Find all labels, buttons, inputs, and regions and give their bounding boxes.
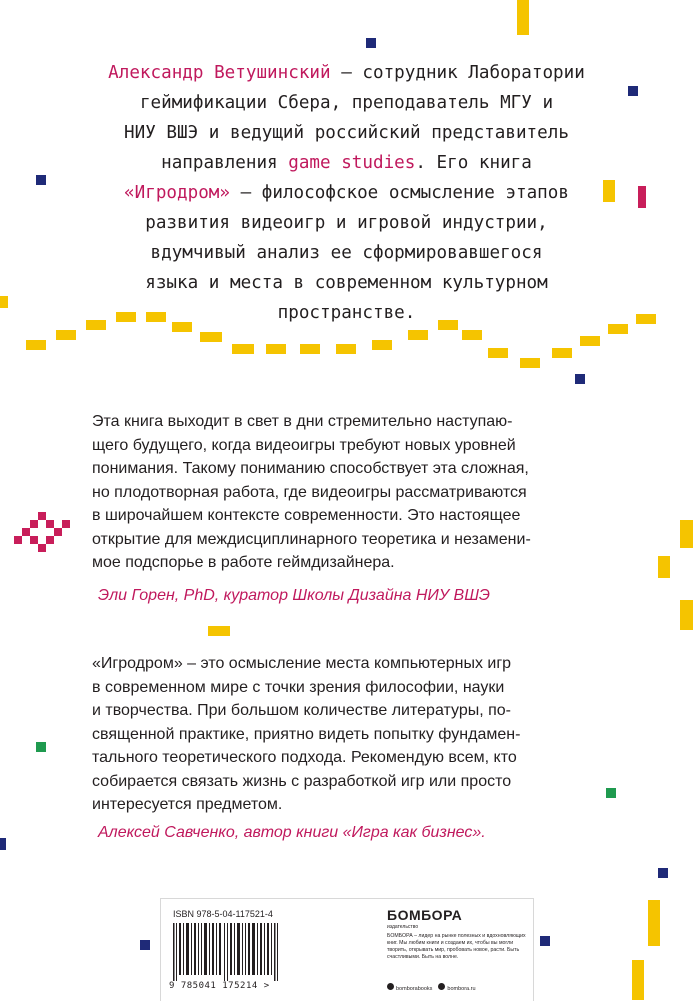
pixel-square	[658, 556, 670, 578]
pixel-square	[22, 528, 30, 536]
quote-line: мое подспорье в работе геймдизайнера.	[92, 554, 395, 571]
pixel-square	[36, 742, 46, 752]
social-link[interactable]: bomborabooks	[387, 983, 432, 992]
globe-icon	[438, 983, 445, 990]
pixel-square	[520, 358, 540, 368]
pixel-square	[648, 900, 660, 946]
website-link[interactable]: bombora.ru	[438, 983, 475, 992]
pixel-square	[632, 960, 644, 1000]
pixel-square	[26, 340, 46, 350]
social-network-icon	[387, 983, 394, 990]
quote-line: открытие для междисциплинарного теоретика и незамени-	[92, 530, 531, 548]
pixel-square	[552, 348, 572, 358]
isbn-number: ISBN 978-5-04-117521-4	[173, 909, 273, 919]
pixel-square	[408, 330, 428, 340]
intro-line: развития видеоигр и игровой индустрии,	[145, 213, 548, 233]
pixel-square	[300, 344, 320, 354]
review-quote-2	[92, 652, 612, 817]
pixel-square	[30, 536, 38, 544]
pixel-square	[46, 536, 54, 544]
intro-line: НИУ ВШЭ и ведущий российский представитель	[124, 123, 569, 143]
quote-line: но плодотворная работа, где видеоигры рассматриваются	[92, 483, 527, 501]
quote-line: интересуется предметом.	[92, 796, 283, 813]
publisher-social	[387, 983, 476, 992]
pixel-square	[372, 340, 392, 350]
intro-line: «Игродром» – философское осмысление этапов	[124, 183, 569, 203]
pixel-square	[38, 544, 46, 552]
intro-line: геймификации Сбера, преподаватель МГУ и	[139, 93, 554, 113]
barcode-panel	[160, 898, 534, 1001]
pixel-square	[462, 330, 482, 340]
intro-line: Александр Ветушинский – сотрудник Лаборатории	[108, 63, 585, 83]
pixel-square	[540, 936, 550, 946]
pixel-square	[56, 330, 76, 340]
barcode-digits: 9 785041 175214 >	[169, 981, 270, 991]
pixel-square	[38, 512, 46, 520]
pixel-square	[62, 520, 70, 528]
quote-line: собирается связать жизнь с разработкой игр или просто	[92, 772, 512, 790]
publisher-note: БОМБОРА – лидер на рынке полезных и вдохновляющих книг. Мы любим книги и создаем их, чтобы вы могли творить, открывать мир, пробовать новое, расти. Быть счастливыми. Быть на волне.	[387, 933, 526, 960]
quote-line: «Игродром» – это осмысление места компьютерных игр	[92, 655, 512, 672]
pixel-square	[266, 344, 286, 354]
pixel-square	[232, 344, 254, 354]
pixel-square	[140, 940, 150, 950]
pixel-square	[488, 348, 508, 358]
pixel-square	[680, 600, 693, 630]
intro-line: направления game studies. Его книга	[161, 153, 532, 173]
pixel-square	[46, 520, 54, 528]
barcode-icon	[173, 923, 285, 981]
intro-line: вдумчивый анализ ее сформировавшегося	[150, 243, 543, 263]
highlight-term: game studies	[288, 153, 416, 173]
quote-line: священной практике, приятно видеть попытку фундамен-	[92, 725, 521, 743]
publisher-logo-subtitle: издательство	[387, 924, 419, 930]
intro-line: пространстве.	[277, 303, 416, 323]
pixel-square	[658, 868, 668, 878]
book-title: «Игродром»	[124, 183, 230, 203]
pixel-square	[200, 332, 222, 342]
author-name: Александр Ветушинский	[108, 63, 331, 83]
pixel-square	[366, 38, 376, 48]
pixel-square	[580, 336, 600, 346]
quote-line: в современном мире с точки зрения философии, науки	[92, 678, 505, 696]
intro-paragraph	[0, 58, 693, 328]
pixel-square	[54, 528, 62, 536]
quote-line: тального теоретического подхода. Рекомендую всем, кто	[92, 749, 517, 766]
review-author-1: Эли Горен, PhD, куратор Школы Дизайна НИУ ВШЭ	[98, 587, 491, 604]
quote-line: понимания. Такому пониманию способствует эта сложная,	[92, 460, 529, 477]
pixel-square	[14, 536, 22, 544]
review-author-2: Алексей Савченко, автор книги «Игра как бизнес».	[98, 824, 486, 841]
pixel-square	[575, 374, 585, 384]
quote-line: Эта книга выходит в свет в дни стремительно наступаю-	[92, 413, 513, 430]
quote-line: и творчества. При большом количестве литературы, по-	[92, 702, 511, 719]
pixel-square	[30, 520, 38, 528]
review-quote-1	[92, 410, 612, 575]
pixel-square	[680, 520, 693, 548]
pixel-square	[336, 344, 356, 354]
intro-line: языка и места в современном культурном	[145, 273, 548, 293]
pixel-square	[0, 838, 6, 850]
pixel-square	[208, 626, 230, 636]
quote-line: щего будущего, когда видеоигры требуют новых уровней	[92, 436, 516, 454]
publisher-logo: БОМБОРА	[387, 907, 463, 923]
pixel-square	[517, 0, 529, 35]
quote-line: в широчайшем контексте современности. Это настоящее	[92, 507, 521, 524]
